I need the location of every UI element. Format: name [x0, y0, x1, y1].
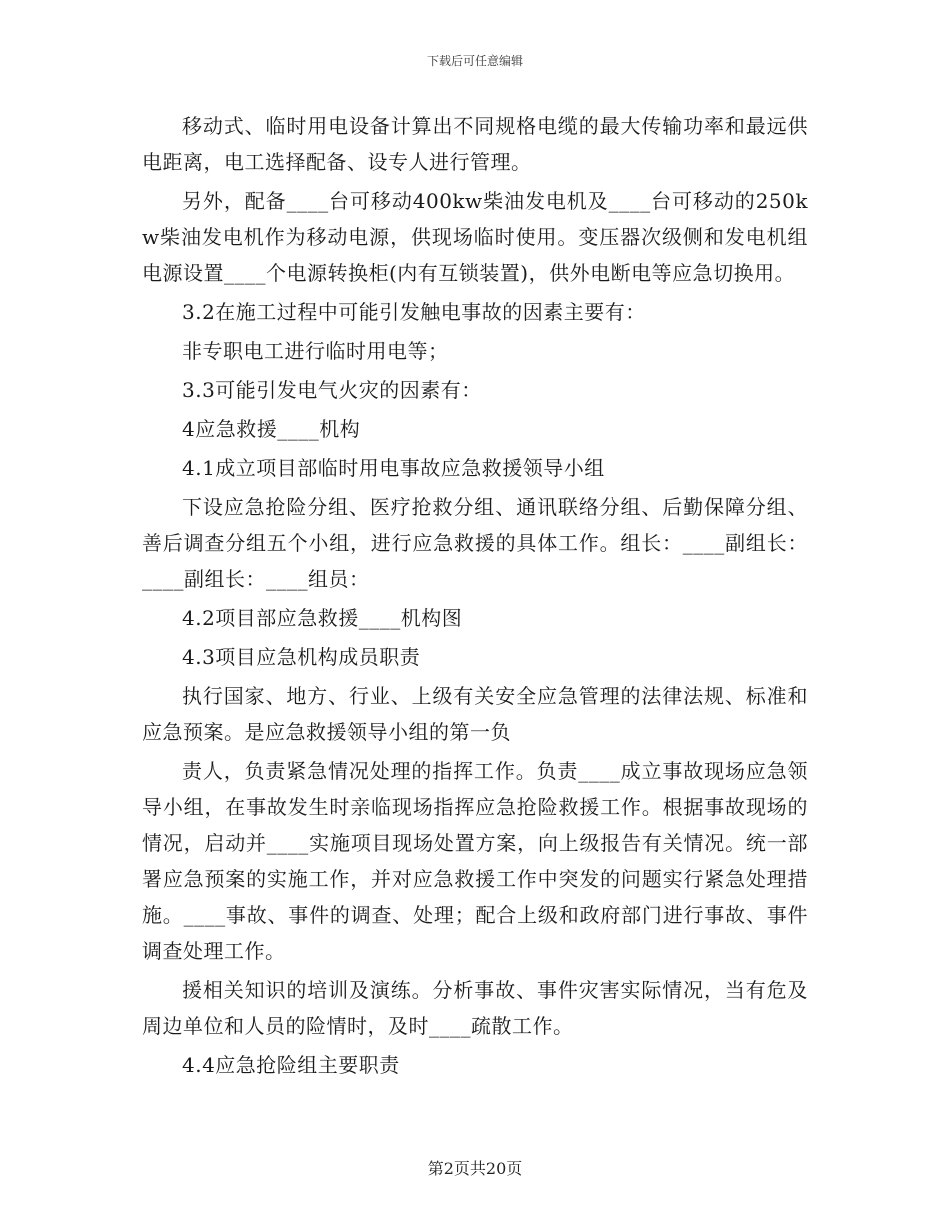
paragraph-subgroups: 下设应急抢险分组、医疗抢救分组、通讯联络分组、后勤保障分组、善后调查分组五个小组，进行应急救援的具体工作。组长：____副组长：____副组长：____组员： [142, 495, 808, 591]
paragraph-generators: 另外，配备____台可移动400kw柴油发电机及____台可移动的250kw柴油发电机作为移动电源，供现场临时使用。变压器次级侧和发电机组电源设置____个电源转换柜(内有互锁装置)，供外电断电等应急切换用。 [142, 189, 808, 285]
paragraph-responsible-person: 责人，负责紧急情况处理的指挥工作。负责____成立事故现场应急领导小组，在事故发生时亲临现场指挥应急抢险救援工作。根据事故现场的情况，启动并____实施项目现场处置方案，向上级报告有关情况。统一部署应急预案的实施工作，并对应急救援工作中突发的问题实行紧急处理措施。____事故、事件的调查、处理；配合上级和政府部门进行事故、事件调查处理工作。 [142, 759, 808, 963]
page-header: 下载后可任意编辑 [426, 54, 523, 68]
paragraph-mobile-equipment: 移动式、临时用电设备计算出不同规格电缆的最大传输功率和最远供电距离，电工选择配备、设专人进行管理。 [142, 114, 808, 174]
section-heading-4-2: 4.2项目部应急救援____机构图 [182, 606, 463, 630]
paragraph-training: 援相关知识的培训及演练。分析事故、事件灾害实际情况，当有危及周边单位和人员的险情时，及时____疏散工作。 [142, 978, 808, 1038]
paragraph-non-electrician: 非专职电工进行临时用电等； [182, 339, 449, 363]
paragraph-execute-laws: 执行国家、地方、行业、上级有关安全应急管理的法律法规、标准和应急预案。是应急救援领导小组的第一负 [142, 684, 808, 744]
section-heading-3-3: 3.3可能引发电气火灾的因素有： [182, 378, 482, 402]
section-heading-4-3: 4.3项目应急机构成员职责 [182, 645, 421, 669]
section-heading-4-1: 4.1成立项目部临时用电事故应急救援领导小组 [182, 456, 605, 480]
page-footer: 第2页共20页 [427, 1159, 523, 1178]
section-heading-4: 4应急救援____机构 [182, 417, 361, 441]
section-heading-3-2: 3.2在施工过程中可能引发触电事故的因素主要有： [182, 300, 646, 324]
section-heading-4-4: 4.4应急抢险组主要职责 [182, 1053, 400, 1077]
document-body [142, 108, 808, 1083]
